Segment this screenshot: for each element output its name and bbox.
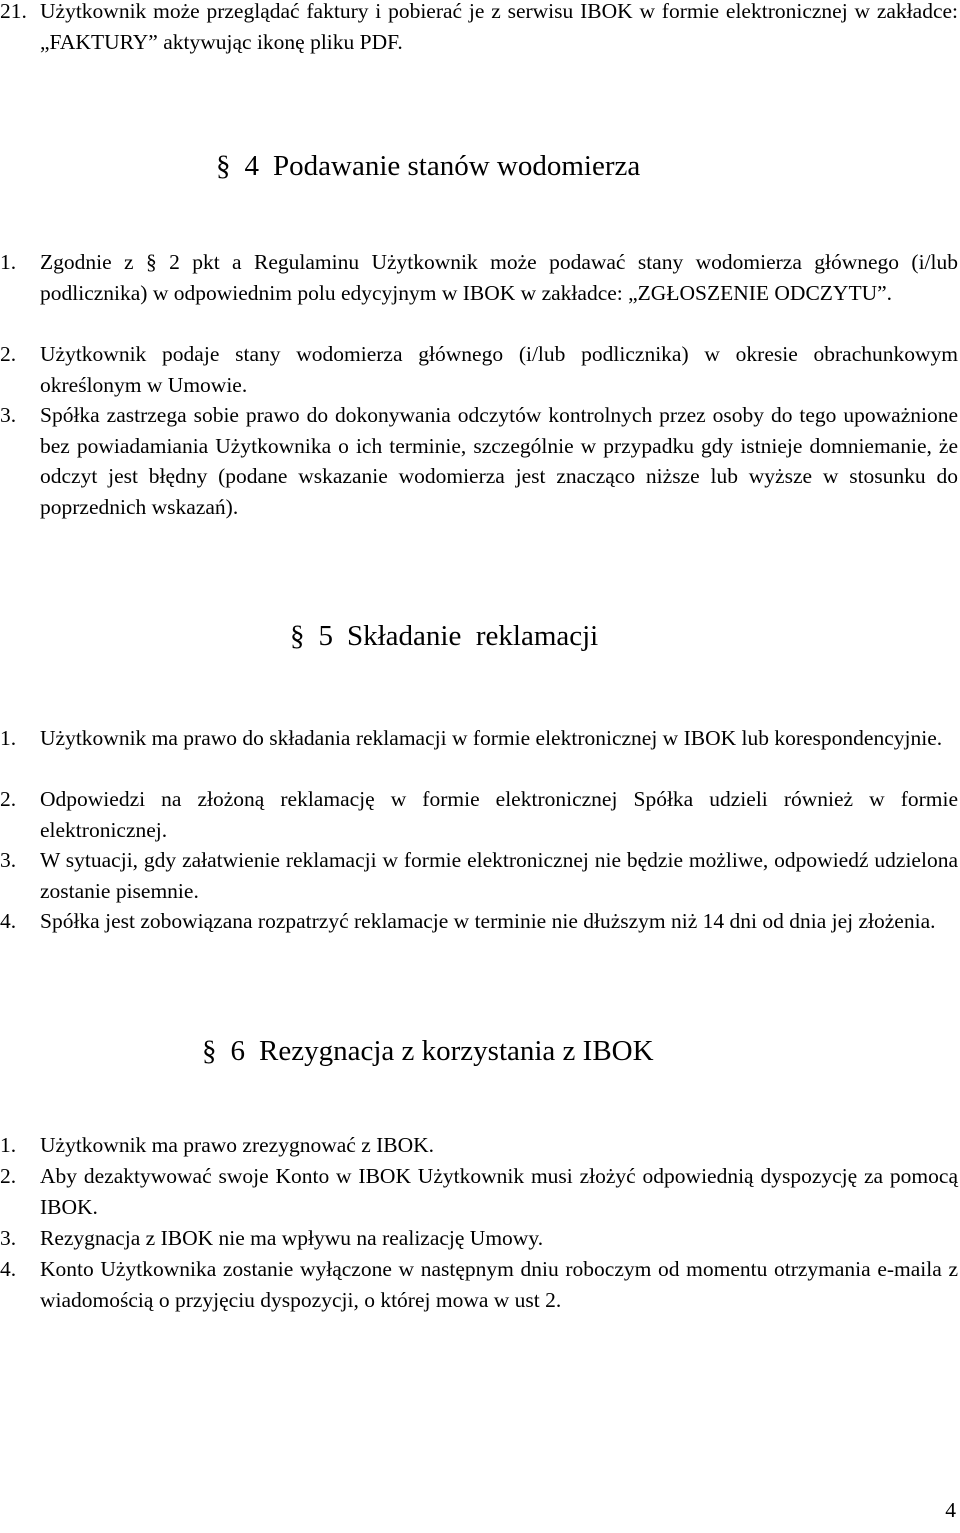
item-text: Użytkownik podaje stany wodomierza głównego (i/lub podlicznika) w okresie obrachunkowym określonym w Umowie. xyxy=(40,342,958,397)
item-number: 3. xyxy=(0,403,17,427)
item-number: 1. xyxy=(0,1133,17,1157)
list-item xyxy=(0,400,958,522)
section-number: 6 xyxy=(230,1035,245,1067)
section-heading-5 xyxy=(290,618,598,654)
item-text: Spółka jest zobowiązana rozpatrzyć reklamacje w terminie nie dłuższym niż 14 dni od dnia jej złożenia. xyxy=(40,909,936,933)
list-item xyxy=(0,339,958,400)
list-item-intro xyxy=(0,0,958,57)
item-text: Odpowiedzi na złożoną reklamację w formie elektronicznej Spółka udzieli również w formie elektronicznej. xyxy=(40,787,958,842)
section-title: Podawanie stanów wodomierza xyxy=(273,150,641,182)
section-heading-4 xyxy=(216,148,640,184)
list-item xyxy=(0,1223,958,1254)
item-text: Konto Użytkownika zostanie wyłączone w następnym dniu roboczym od momentu otrzymania e-maila z wiadomością o przyjęciu dyspozycji, o której mowa w ust 2. xyxy=(40,1257,958,1312)
item-number: 21. xyxy=(0,0,27,23)
list-item xyxy=(0,1161,958,1222)
item-number: 4. xyxy=(0,909,17,933)
item-text: Aby dezaktywować swoje Konto w IBOK Użytkownik musi złożyć odpowiednią dyspozycję za pomocą IBOK. xyxy=(40,1164,958,1219)
list-item xyxy=(0,784,958,845)
list-item xyxy=(0,723,958,754)
item-text: Spółka zastrzega sobie prawo do dokonywania odczytów kontrolnych przez osoby do tego upoważnione bez powiadamiania Użytkownika o ich terminie, szczególnie w przypadku gdy istnieje domniemanie, że odczyt jest błędny (podane wskazanie wodomierza jest znacząco niższe lub wyższe w stosunku do poprzednich wskazań). xyxy=(40,403,958,519)
item-number: 1. xyxy=(0,726,17,750)
section-sign: § xyxy=(290,620,305,652)
item-number: 1. xyxy=(0,250,17,274)
list-item xyxy=(0,906,958,937)
section-number: 5 xyxy=(318,620,333,652)
section-title: Składanie reklamacji xyxy=(347,620,599,652)
section-sign: § xyxy=(216,150,231,182)
item-text: W sytuacji, gdy załatwienie reklamacji w formie elektronicznej nie będzie możliwe, odpowiedź udzielona zostanie pisemnie. xyxy=(40,848,958,903)
list-item xyxy=(0,247,958,308)
section-sign: § xyxy=(202,1035,217,1067)
section-heading-6 xyxy=(202,1033,654,1069)
section-title: Rezygnacja z korzystania z IBOK xyxy=(259,1035,654,1067)
item-number: 4. xyxy=(0,1257,17,1281)
item-text: Zgodnie z § 2 pkt a Regulaminu Użytkownik może podawać stany wodomierza głównego (i/lub podlicznika) w odpowiednim polu edycyjnym w IBOK w zakładce: „ZGŁOSZENIE ODCZYTU”. xyxy=(40,250,958,305)
item-text: Użytkownik ma prawo zrezygnować z IBOK. xyxy=(40,1133,435,1157)
list-item xyxy=(0,1130,958,1161)
list-item xyxy=(0,845,958,906)
item-number: 2. xyxy=(0,342,17,366)
item-number: 2. xyxy=(0,787,17,811)
page-number: 4 xyxy=(945,1498,956,1522)
item-text: Użytkownik ma prawo do składania reklamacji w formie elektronicznej w IBOK lub korespondencyjnie. xyxy=(40,726,943,750)
section-number: 4 xyxy=(244,150,259,182)
item-text: Użytkownik może przeglądać faktury i pobierać je z serwisu IBOK w formie elektronicznej w zakładce: „FAKTURY” aktywując ikonę pliku PDF. xyxy=(40,0,958,54)
list-item xyxy=(0,1254,958,1315)
item-text: Rezygnacja z IBOK nie ma wpływu na realizację Umowy. xyxy=(40,1226,544,1250)
item-number: 3. xyxy=(0,1226,17,1250)
item-number: 3. xyxy=(0,848,17,872)
item-number: 2. xyxy=(0,1164,17,1188)
